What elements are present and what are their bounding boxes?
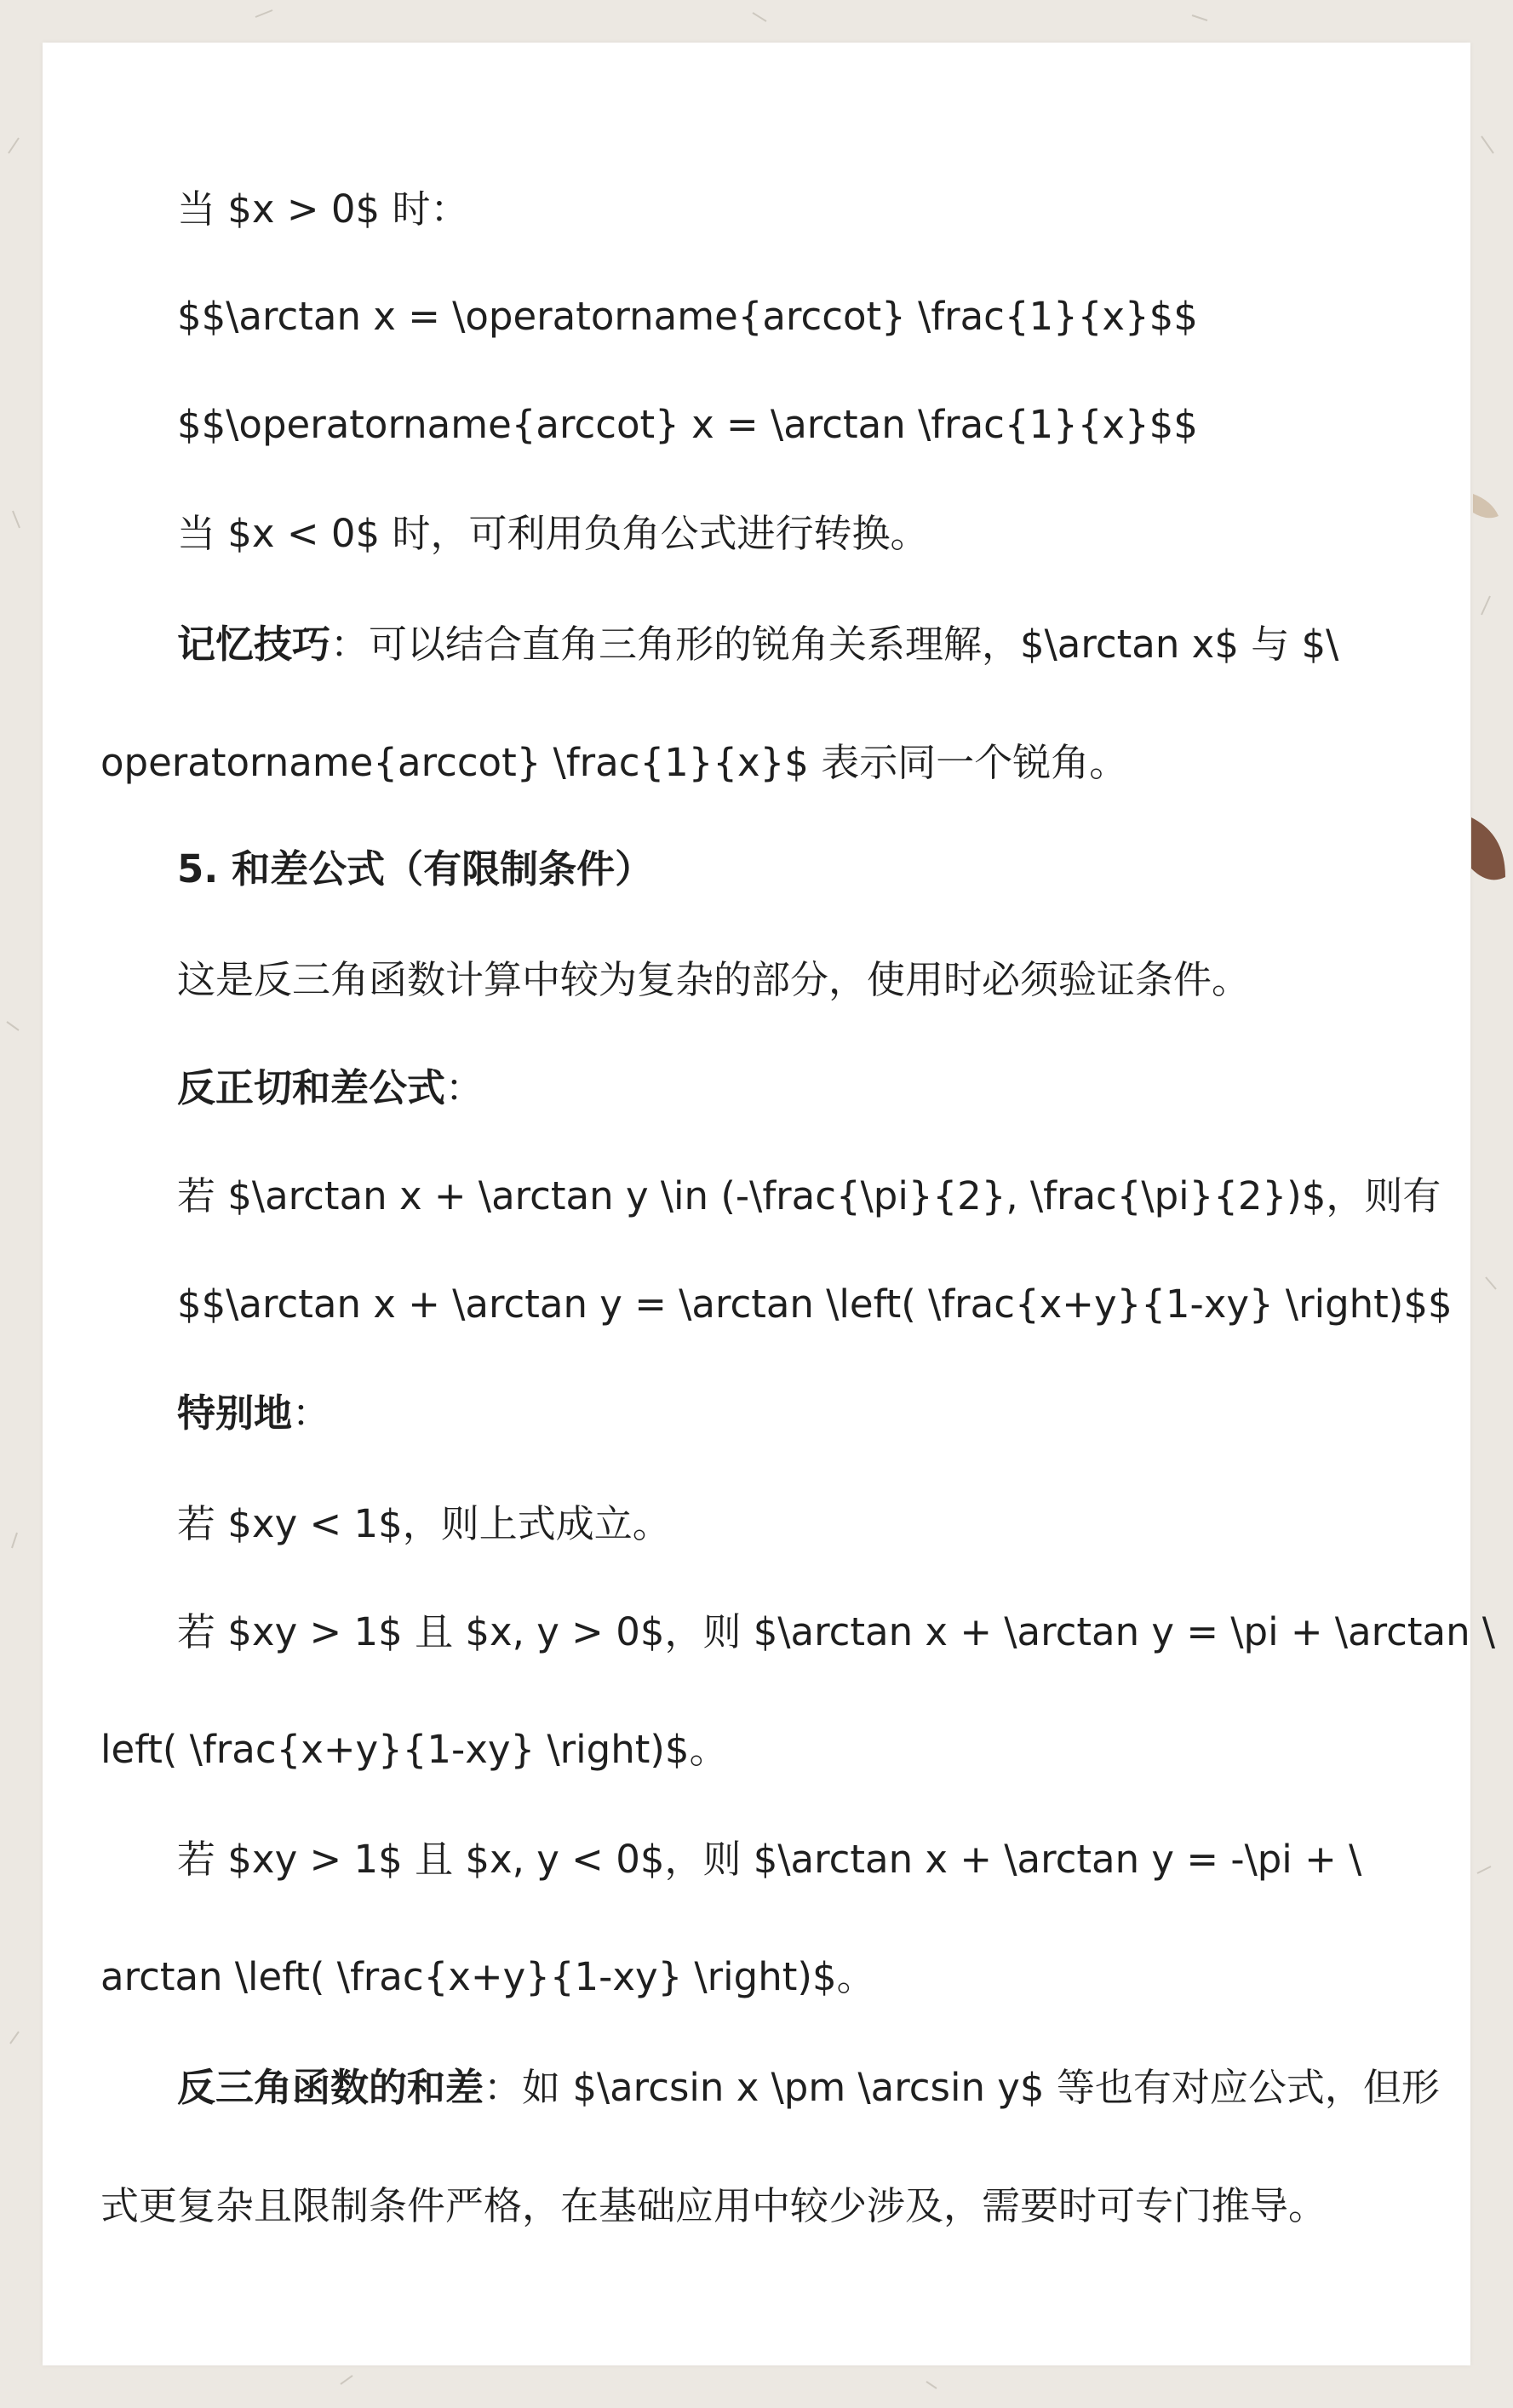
text-line: 若 $xy > 1$ 且 $x, y < 0$，则 $\arctan x + \arctan y = -\pi + \ (177, 1837, 1362, 1882)
bold-term: 反正切和差公式 (177, 1065, 446, 1110)
text-line: 反正切和差公式： (177, 1065, 484, 1110)
text-line: left( \frac{x+y}{1-xy} \right)$。 (100, 1727, 728, 1772)
text-line: 当 $x > 0$ 时： (177, 186, 469, 232)
text-line: operatorname{arccot} \frac{1}{x}$ 表示同一个锐角。 (100, 740, 1128, 785)
document-card (43, 43, 1496, 2365)
text-line: arctan \left( \frac{x+y}{1-xy} \right)$。 (100, 1954, 875, 1999)
text-line: 当 $x < 0$ 时，可利用负角公式进行转换。 (177, 511, 929, 556)
section-heading: 5. 和差公式（有限制条件） (177, 846, 654, 892)
bold-term: 反三角函数的和差 (177, 2065, 484, 2110)
formula-line: $$\arctan x = \operatorname{arccot} \frac{1}{x}$$ (177, 294, 1198, 339)
text-line: 若 $xy > 1$ 且 $x, y > 0$，则 $\arctan x + \arctan y = \pi + \arctan \ (177, 1609, 1496, 1654)
text-line: 若 $xy < 1$，则上式成立。 (177, 1501, 671, 1546)
formula-line: $$\arctan x + \arctan y = \arctan \left( \frac{x+y}{1-xy} \right)$$ (177, 1281, 1453, 1327)
formula-line: $$\operatorname{arccot} x = \arctan \frac{1}{x}$$ (177, 402, 1198, 447)
text-line: 这是反三角函数计算中较为复杂的部分，使用时必须验证条件。 (177, 957, 1251, 1002)
text-line: 特别地： (177, 1390, 331, 1436)
bold-term: 特别地 (177, 1390, 293, 1436)
text-line: 记忆技巧：可以结合直角三角形的锐角关系理解，$\arctan x$ 与 $\ (177, 622, 1339, 667)
text-line: 式更复杂且限制条件严格，在基础应用中较少涉及，需要时可专门推导。 (100, 2183, 1327, 2228)
bold-term: 记忆技巧 (177, 622, 331, 667)
text-line: 若 $\arctan x + \arctan y \in (-\frac{\pi}{2}, \frac{\pi}{2})$，则有 (177, 1173, 1441, 1218)
text-line: 反三角函数的和差：如 $\arcsin x \pm \arcsin y$ 等也有对应公式，但形 (177, 2065, 1440, 2110)
